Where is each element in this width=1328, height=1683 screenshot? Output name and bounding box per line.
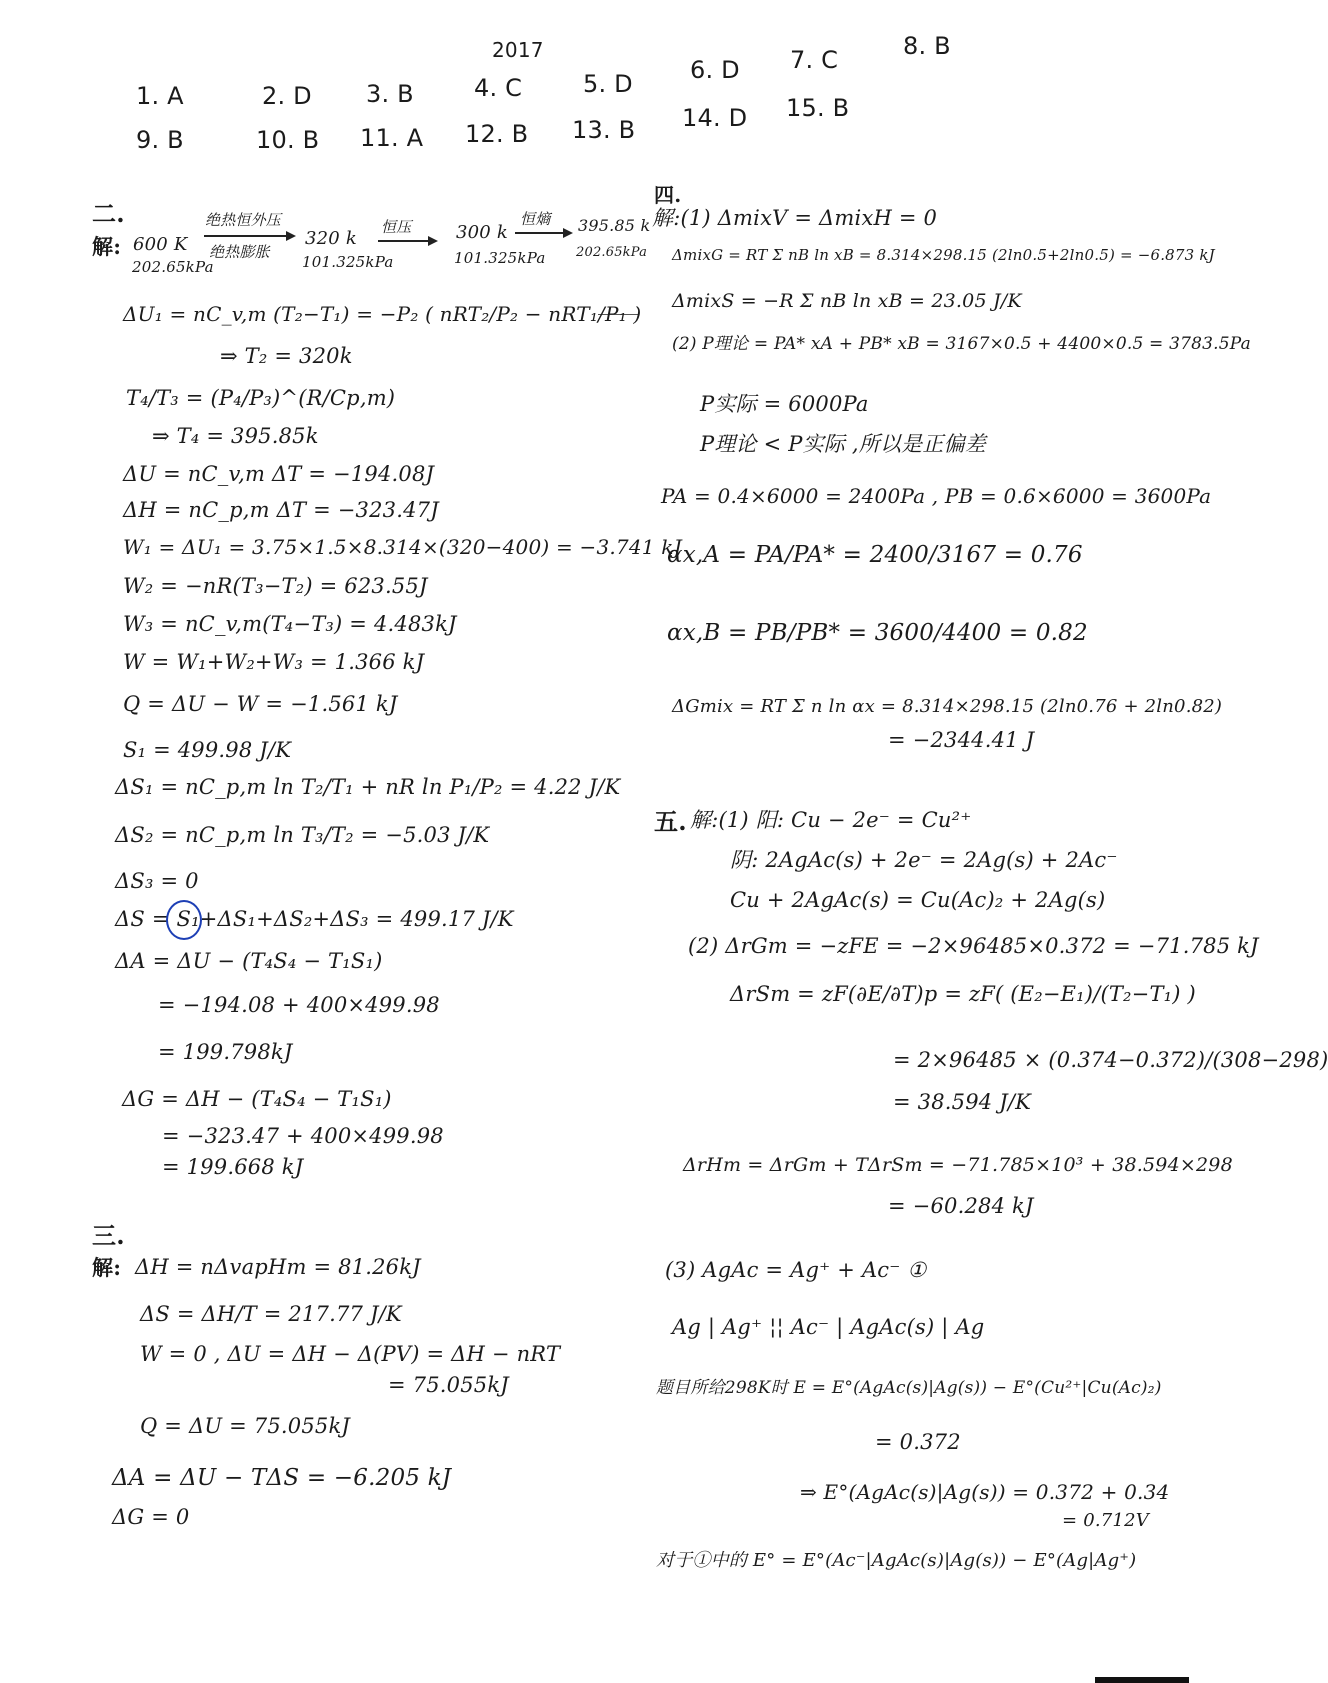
s2-line-5: ΔU = nC_v,m ΔT = −194.08J — [123, 462, 435, 486]
s3-line-4: = 75.055kJ — [388, 1373, 509, 1397]
s3-line-6: ΔA = ΔU − TΔS = −6.205 kJ — [112, 1465, 452, 1491]
s2-line-19: = 199.798kJ — [158, 1040, 293, 1064]
mc-answer-12: 12. B — [465, 120, 529, 148]
section3-heading: 三. — [92, 1221, 125, 1250]
s5-line-10: (3) AgAc = Ag⁺ + Ac⁻ ① — [665, 1258, 927, 1282]
s2-line-3: T₄/T₃ = (P₄/P₃)^(R/Cp,m) — [126, 386, 396, 410]
step3-label-top: 恒熵 — [520, 210, 551, 228]
s2-line-6: ΔH = nC_p,m ΔT = −323.47J — [123, 498, 439, 522]
s2-line-15: ΔS₃ = 0 — [115, 869, 199, 893]
state4-temp: 395.85 k — [578, 216, 651, 235]
s2-line-14: ΔS₂ = nC_p,m ln T₃/T₂ = −5.03 J/K — [115, 823, 490, 847]
state3-pressure: 101.325kPa — [454, 249, 546, 267]
s4-line-4: (2) P理论 = PA* xA + PB* xB = 3167×0.5 + 4400×0.5 = 3783.5Pa — [672, 334, 1251, 354]
s4-line-10: ΔGmix = RT Σ n ln αx = 8.314×298.15 (2ln0.76 + 2ln0.82) — [672, 696, 1223, 717]
s5-line-7: = 38.594 J/K — [893, 1090, 1032, 1114]
state1-temp: 600 K — [133, 234, 188, 255]
year-header: 2017 — [492, 38, 544, 62]
s2-line-8: W₂ = −nR(T₃−T₂) = 623.55J — [123, 574, 428, 598]
mc-answer-15: 15. B — [786, 94, 850, 122]
mc-answer-7: 7. C — [790, 46, 839, 74]
s2-line-11: Q = ΔU − W = −1.561 kJ — [123, 692, 398, 716]
mc-answer-1: 1. A — [136, 82, 184, 110]
s5-line-4: (2) ΔrGm = −zFE = −2×96485×0.372 = −71.785 kJ — [688, 934, 1259, 958]
s5-line-16: 对于①中的 E° = E°(Ac⁻|AgAc(s)|Ag(s)) − E°(Ag|Ag⁺) — [656, 1550, 1137, 1571]
mc-answer-6: 6. D — [690, 56, 740, 84]
s2-line-2: ⇒ T₂ = 320k — [220, 344, 353, 368]
s4-line-8: αx,A = PA/PA* = 2400/3167 = 0.76 — [667, 542, 1083, 568]
step1-label-top: 绝热恒外压 — [205, 211, 282, 229]
step2-arrow — [378, 240, 436, 242]
s2-line-20: ΔG = ΔH − (T₄S₄ − T₁S₁) — [122, 1087, 392, 1111]
s5-line-8: ΔrHm = ΔrGm + TΔrSm = −71.785×10³ + 38.594×298 — [683, 1154, 1233, 1176]
s4-line-9: αx,B = PB/PB* = 3600/4400 = 0.82 — [667, 620, 1088, 646]
s2-line-22: = 199.668 kJ — [162, 1155, 304, 1179]
s3-line-2: ΔS = ΔH/T = 217.77 J/K — [140, 1302, 402, 1326]
s2-line-9: W₃ = nC_v,m(T₄−T₃) = 4.483kJ — [123, 612, 457, 636]
s2-line-10: W = W₁+W₂+W₃ = 1.366 kJ — [123, 650, 425, 674]
s2-line-4: ⇒ T₄ = 395.85k — [152, 424, 319, 448]
mc-answer-5: 5. D — [583, 70, 633, 98]
s2-line-17: ΔA = ΔU − (T₄S₄ − T₁S₁) — [115, 949, 383, 973]
s4-line-5: P实际 = 6000Pa — [700, 392, 869, 416]
section4-heading: 四. — [654, 183, 682, 207]
s2-line-18: = −194.08 + 400×499.98 — [158, 993, 440, 1017]
state1-pressure: 202.65kPa — [132, 258, 214, 276]
mc-answer-13: 13. B — [572, 116, 636, 144]
s5-line-3: Cu + 2AgAc(s) = Cu(Ac)₂ + 2Ag(s) — [730, 888, 1106, 912]
s5-line-11: Ag | Ag⁺ ¦¦ Ac⁻ | AgAc(s) | Ag — [672, 1315, 985, 1339]
mc-answer-2: 2. D — [262, 82, 312, 110]
section2-solve-label: 解: — [92, 234, 122, 259]
section5-heading: 五. — [654, 807, 687, 836]
state4-pressure: 202.65kPa — [576, 245, 648, 260]
s5-line-14: ⇒ E°(AgAc(s)|Ag(s)) = 0.372 + 0.34 — [800, 1480, 1170, 1504]
state3-temp: 300 k — [456, 222, 508, 243]
mc-answer-10: 10. B — [256, 126, 320, 154]
s4-line-11: = −2344.41 J — [888, 728, 1035, 752]
s4-line-6: P理论 < P实际 ,所以是正偏差 — [700, 432, 986, 456]
s3-line-3: W = 0 , ΔU = ΔH − Δ(PV) = ΔH − nRT — [140, 1342, 561, 1366]
mc-answer-4: 4. C — [474, 74, 523, 102]
mc-answer-8: 8. B — [903, 32, 951, 60]
s3-line-1: ΔH = nΔvapHm = 81.26kJ — [135, 1255, 421, 1279]
step1-arrow — [204, 235, 294, 237]
mc-answer-3: 3. B — [366, 80, 414, 108]
s5-line-15: = 0.712V — [1062, 1510, 1149, 1531]
section3-solve-label: 解: — [92, 1255, 122, 1280]
s2-line-16: ΔS = S₁+ΔS₁+ΔS₂+ΔS₃ = 499.17 J/K — [115, 907, 514, 931]
state2-temp: 320 k — [305, 228, 357, 249]
s2-line-7: W₁ = ΔU₁ = 3.75×1.5×8.314×(320−400) = −3.741 kJ — [123, 535, 682, 559]
s4-line-7: PA = 0.4×6000 = 2400Pa , PB = 0.6×6000 = 3600Pa — [661, 484, 1212, 508]
s2-line-12: S₁ = 499.98 J/K — [123, 738, 292, 762]
mc-answer-9: 9. B — [136, 126, 184, 154]
step2-label-top: 恒压 — [381, 218, 412, 236]
s4-line-3: ΔmixS = −R Σ nB ln xB = 23.05 J/K — [672, 290, 1022, 312]
mc-answer-11: 11. A — [360, 124, 424, 152]
page-edge-mark — [1095, 1677, 1189, 1683]
s5-line-2: 阴: 2AgAc(s) + 2e⁻ = 2Ag(s) + 2Ac⁻ — [730, 848, 1118, 872]
s5-line-1: 解:(1) 阳: Cu − 2e⁻ = Cu²⁺ — [690, 808, 972, 832]
section2-heading: 二. — [92, 199, 125, 228]
mc-answer-14: 14. D — [682, 104, 748, 132]
step1-label-bottom: 绝热膨胀 — [209, 243, 270, 261]
s5-line-6: = 2×96485 × (0.374−0.372)/(308−298) — [893, 1048, 1328, 1072]
s3-line-5: Q = ΔU = 75.055kJ — [140, 1414, 350, 1438]
s4-line-1: 解:(1) ΔmixV = ΔmixH = 0 — [652, 206, 938, 230]
circled-s1-mark — [166, 900, 202, 940]
state2-pressure: 101.325kPa — [302, 253, 394, 271]
s2-line-1: ΔU₁ = nC_v,m (T₂−T₁) = −P₂ ( nRT₂/P₂ − nRT₁/P₁ ) — [123, 302, 642, 326]
s5-line-5: ΔrSm = zF(∂E/∂T)p = zF( (E₂−E₁)/(T₂−T₁) ) — [730, 982, 1196, 1006]
s4-line-2: ΔmixG = RT Σ nB ln xB = 8.314×298.15 (2ln0.5+2ln0.5) = −6.873 kJ — [672, 246, 1215, 264]
step3-arrow — [515, 232, 571, 234]
s2-line-13: ΔS₁ = nC_p,m ln T₂/T₁ + nR ln P₁/P₂ = 4.22 J/K — [115, 775, 621, 799]
s2-line-21: = −323.47 + 400×499.98 — [162, 1124, 444, 1148]
s5-line-9: = −60.284 kJ — [888, 1194, 1034, 1218]
s3-line-7: ΔG = 0 — [112, 1505, 190, 1529]
s5-line-12: 题目所给298K时 E = E°(AgAc(s)|Ag(s)) − E°(Cu²⁺|Cu(Ac)₂) — [656, 1378, 1162, 1398]
s5-line-13: = 0.372 — [875, 1430, 961, 1454]
